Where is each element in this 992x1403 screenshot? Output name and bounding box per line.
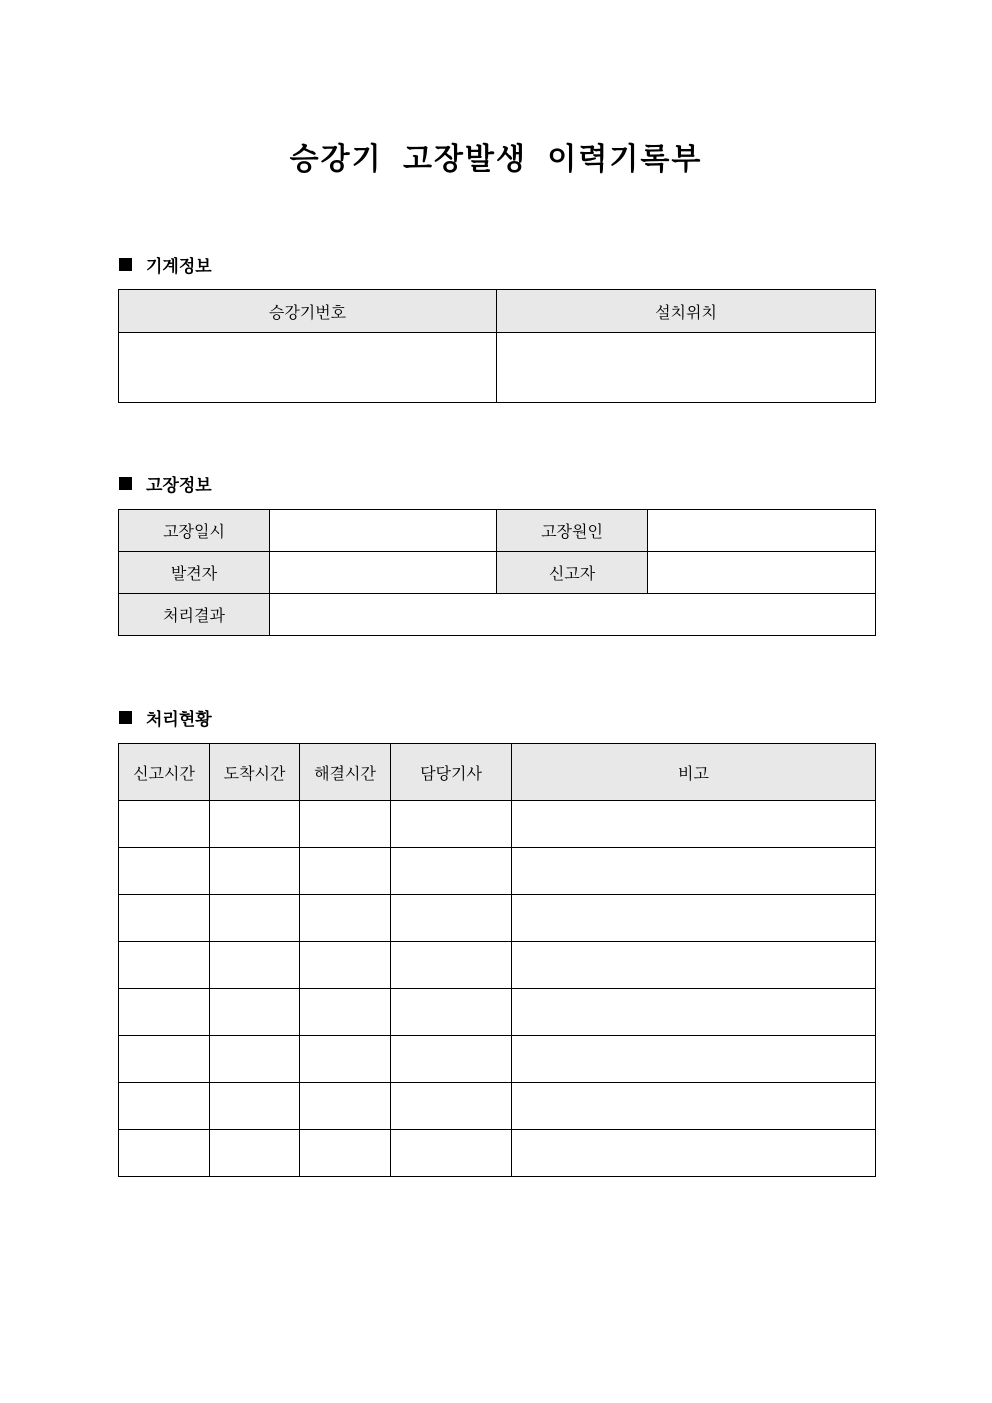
report-time-cell[interactable] [119,848,210,895]
machine-info-table [118,289,876,403]
discoverer-cell[interactable] [270,552,497,594]
table-row [119,989,876,1036]
remarks-cell[interactable] [512,848,876,895]
arrival-time-cell[interactable] [210,989,300,1036]
processing-status-table [118,743,876,1177]
arrival-time-cell[interactable] [210,1036,300,1083]
table-row [119,848,876,895]
resolution-time-cell[interactable] [300,801,391,848]
arrival-time-cell[interactable] [210,1130,300,1177]
arrival-time-cell[interactable] [210,1083,300,1130]
machine-info-heading [119,252,212,276]
resolution-time-header: 해결시간 [300,744,391,801]
square-bullet-icon [119,711,132,724]
result-label: 처리결과 [119,594,270,636]
arrival-time-cell[interactable] [210,801,300,848]
report-time-cell[interactable] [119,989,210,1036]
result-cell[interactable] [270,594,876,636]
install-location-cell[interactable] [497,333,876,403]
technician-header: 담당기사 [391,744,512,801]
resolution-time-cell[interactable] [300,1083,391,1130]
reporter-cell[interactable] [648,552,876,594]
remarks-cell[interactable] [512,1036,876,1083]
arrival-time-cell[interactable] [210,942,300,989]
failure-datetime-cell[interactable] [270,510,497,552]
elevator-number-cell[interactable] [119,333,497,403]
report-time-cell[interactable] [119,1083,210,1130]
failure-datetime-label: 고장일시 [119,510,270,552]
technician-cell[interactable] [391,942,512,989]
report-time-cell[interactable] [119,1130,210,1177]
failure-info-heading-label: 고장정보 [146,475,212,496]
technician-cell[interactable] [391,989,512,1036]
install-location-header: 설치위치 [497,290,876,333]
report-time-cell[interactable] [119,942,210,989]
table-row [119,942,876,989]
failure-cause-cell[interactable] [648,510,876,552]
arrival-time-header: 도착시간 [210,744,300,801]
table-row [119,1036,876,1083]
arrival-time-cell[interactable] [210,848,300,895]
report-time-header: 신고시간 [119,744,210,801]
reporter-label: 신고자 [497,552,648,594]
failure-cause-label: 고장원인 [497,510,648,552]
remarks-cell[interactable] [512,1130,876,1177]
resolution-time-cell[interactable] [300,942,391,989]
remarks-cell[interactable] [512,801,876,848]
technician-cell[interactable] [391,1036,512,1083]
square-bullet-icon [119,477,132,490]
technician-cell[interactable] [391,848,512,895]
remarks-cell[interactable] [512,895,876,942]
failure-info-heading [119,471,212,495]
page-title: 승강기 고장발생 이력기록부 [289,142,703,177]
resolution-time-cell[interactable] [300,848,391,895]
table-row [119,1083,876,1130]
technician-cell[interactable] [391,1130,512,1177]
processing-status-heading-label: 처리현황 [146,709,212,730]
machine-info-heading-label: 기계정보 [146,256,212,277]
table-row [119,801,876,848]
elevator-number-header: 승강기번호 [119,290,497,333]
square-bullet-icon [119,258,132,271]
report-time-cell[interactable] [119,895,210,942]
remarks-cell[interactable] [512,989,876,1036]
processing-status-body [119,801,876,1177]
table-row [119,1130,876,1177]
resolution-time-cell[interactable] [300,895,391,942]
remarks-cell[interactable] [512,942,876,989]
technician-cell[interactable] [391,1083,512,1130]
resolution-time-cell[interactable] [300,1130,391,1177]
failure-info-table [118,509,876,636]
technician-cell[interactable] [391,801,512,848]
technician-cell[interactable] [391,895,512,942]
table-row [119,895,876,942]
report-time-cell[interactable] [119,1036,210,1083]
remarks-header: 비고 [512,744,876,801]
discoverer-label: 발견자 [119,552,270,594]
processing-status-heading [119,705,212,729]
resolution-time-cell[interactable] [300,1036,391,1083]
report-time-cell[interactable] [119,801,210,848]
arrival-time-cell[interactable] [210,895,300,942]
remarks-cell[interactable] [512,1083,876,1130]
resolution-time-cell[interactable] [300,989,391,1036]
